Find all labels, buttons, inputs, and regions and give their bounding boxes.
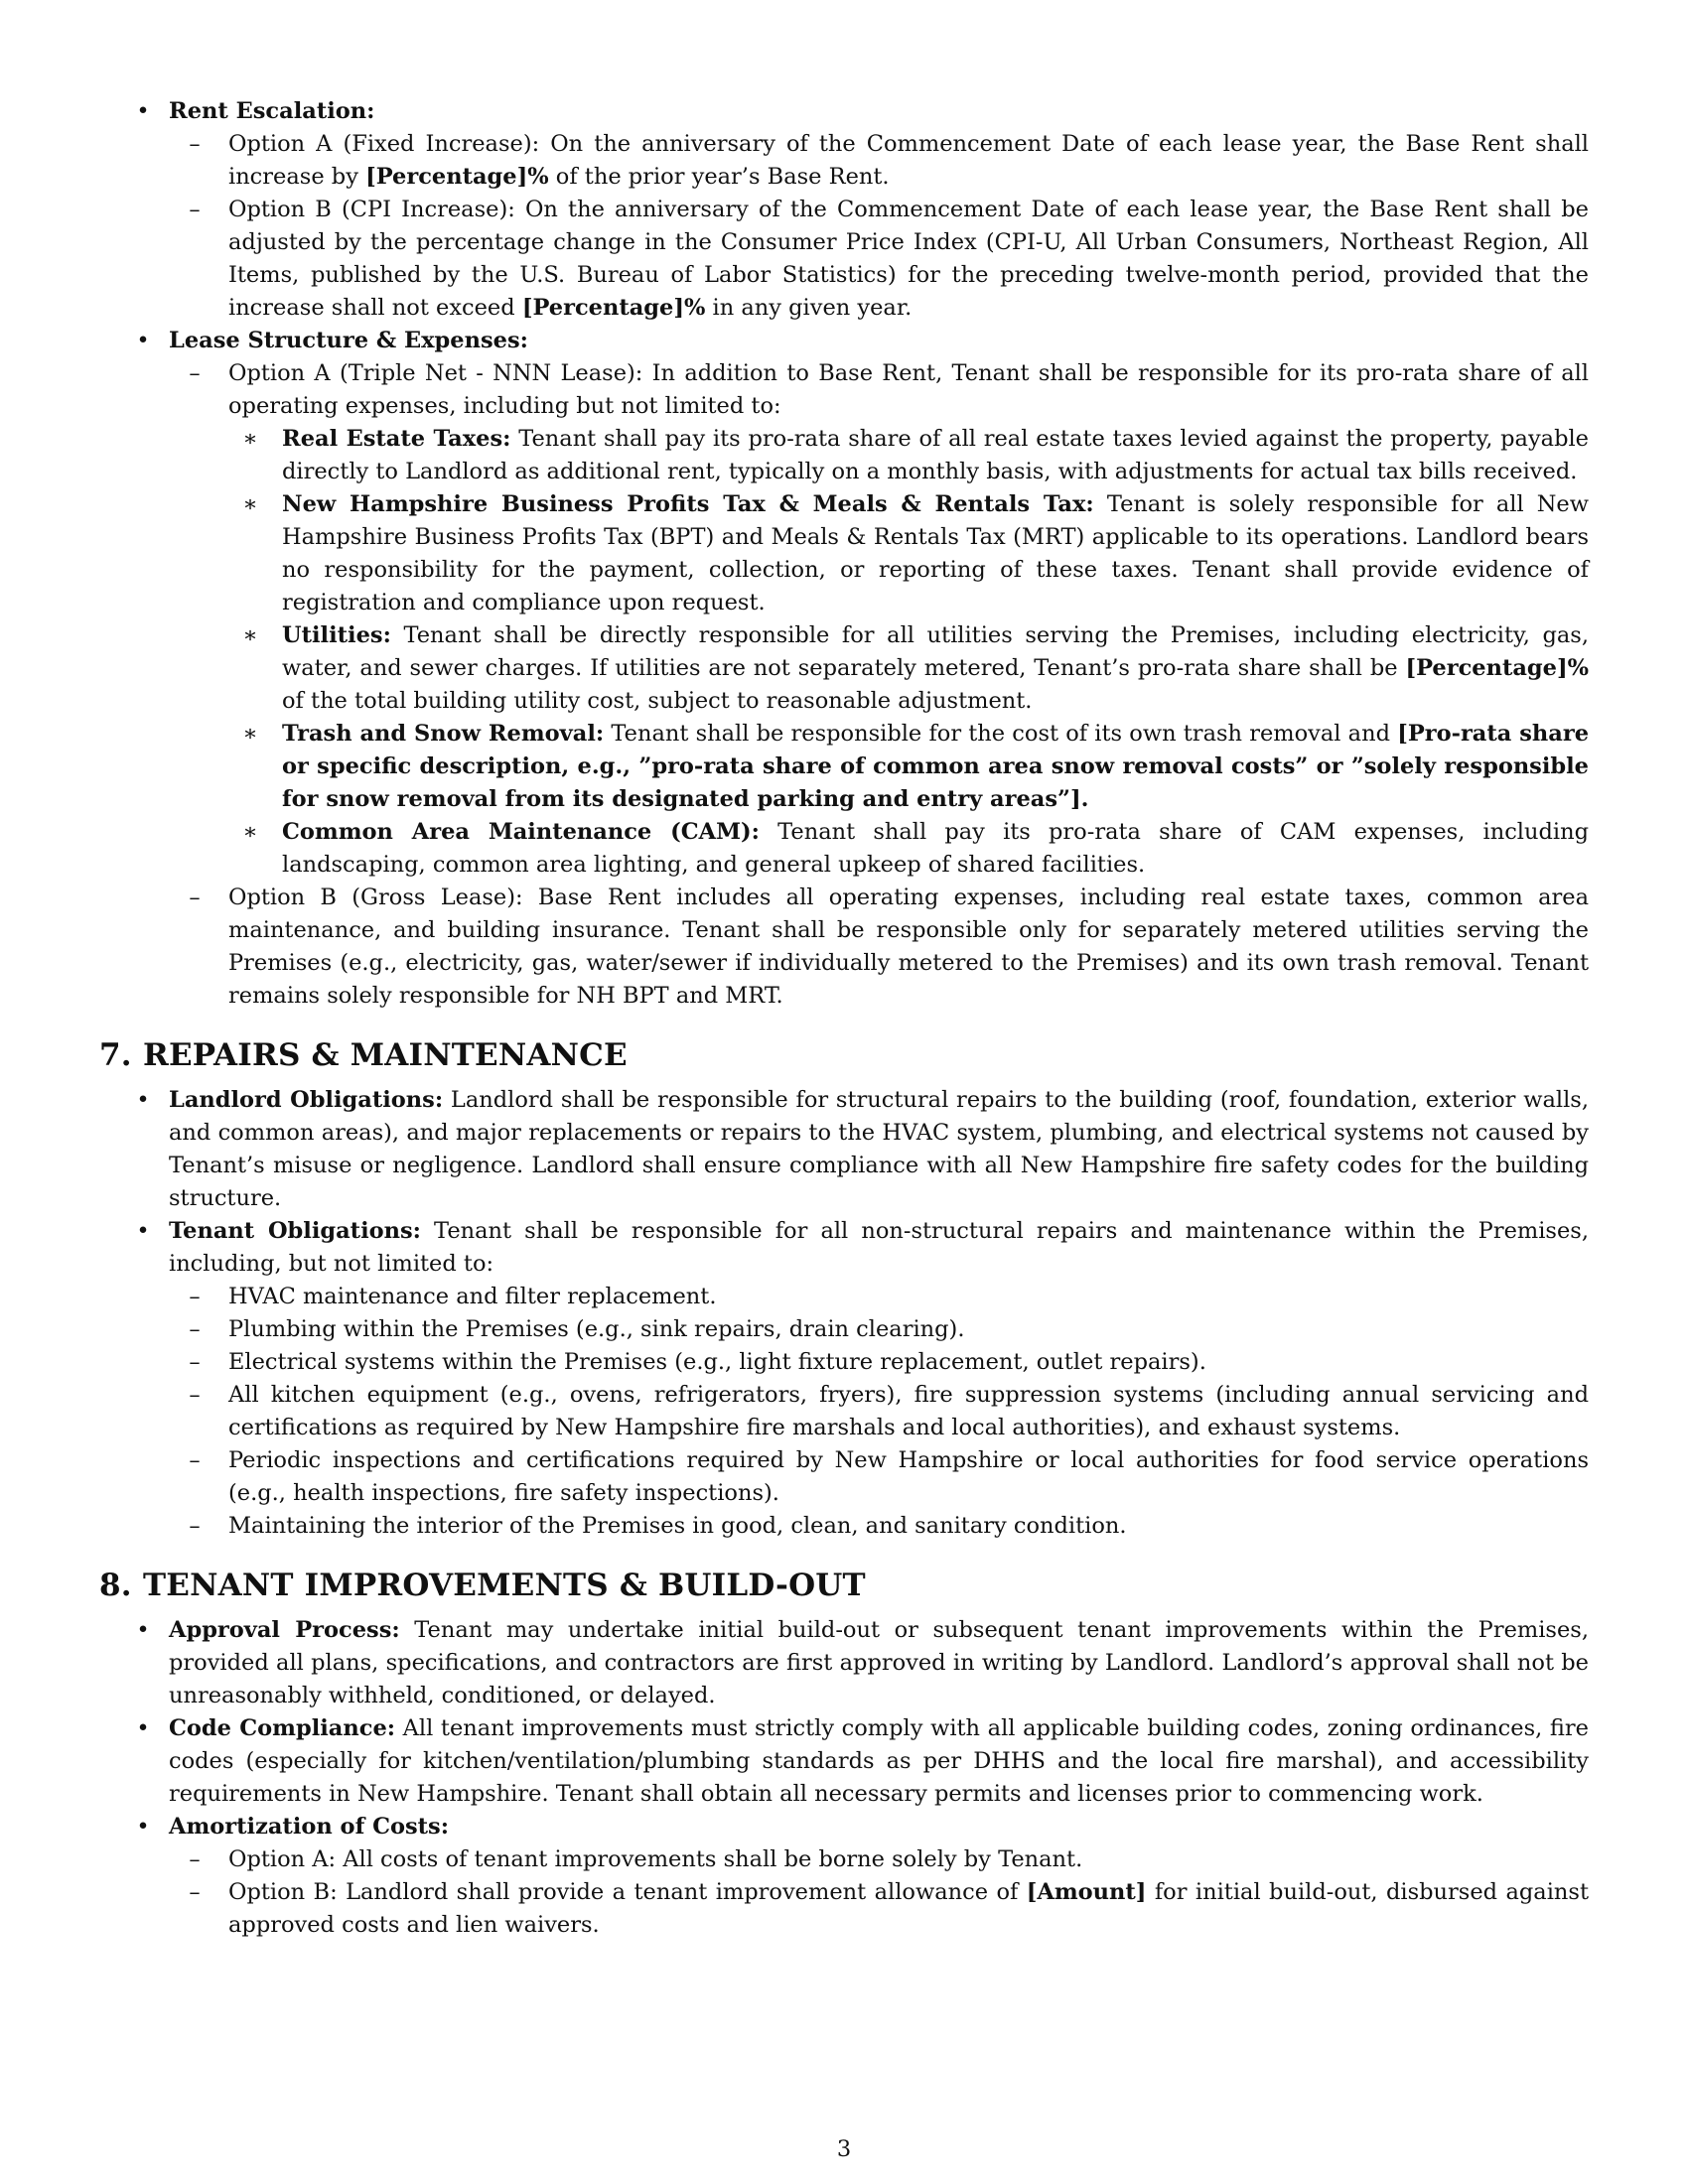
option-a-text: Option A: All costs of tenant improvements shall be borne solely by Tenant. bbox=[228, 1846, 1083, 1872]
code-compliance-item bbox=[99, 1712, 1589, 1811]
expense-text: Tenant shall be directly responsible for all utilities serving the Premises, including electricity, gas, water, and sewer charges. If utilities are not separately metered, Tenant’s pro-rata share shall be bbox=[282, 622, 1589, 681]
list-item bbox=[169, 1379, 1589, 1444]
rent-escalation-heading: Rent Escalation: bbox=[169, 98, 375, 124]
escalation-option-b bbox=[169, 194, 1589, 325]
list-item bbox=[169, 1281, 1589, 1313]
list-item bbox=[169, 1510, 1589, 1543]
landlord-obligations-text: Landlord shall be responsible for structural repairs to the building (roof, foundation, exterior walls, and common areas), and major replacements or repairs to the HVAC system, plumbing, and electrical systems not caused by Tenant’s misuse or negligence. Landlord shall ensure compliance with all New Hampshire fire safety codes for the building structure. bbox=[169, 1087, 1589, 1211]
approval-process-text: Tenant may undertake initial build-out or subsequent tenant improvements within the Premises, provided all plans, specifications, and contractors are first approved in writing by Landlord. Landlord’s approval shall not be unreasonably withheld, conditioned, or delayed. bbox=[169, 1617, 1589, 1708]
expense-text: Tenant shall pay its pro-rata share of CAM expenses, including landscaping, common area lighting, and general upkeep of shared facilities. bbox=[282, 819, 1589, 878]
improvements-list bbox=[99, 1614, 1589, 1942]
expense-item-utilities bbox=[228, 619, 1589, 718]
dash-marker: – bbox=[189, 1447, 201, 1473]
page-number: 3 bbox=[836, 2136, 852, 2162]
expense-item-cam bbox=[228, 816, 1589, 882]
option-a-text: Option A (Fixed Increase): On the anniversary of the Commencement Date of each lease year, the Base Rent shall increase by bbox=[228, 131, 1589, 190]
expense-label: Trash and Snow Removal: bbox=[282, 721, 605, 747]
amortization-label: Amortization of Costs: bbox=[169, 1814, 450, 1840]
list-item bbox=[169, 1444, 1589, 1510]
expense-label: Real Estate Taxes: bbox=[282, 426, 511, 452]
list-item-text: All kitchen equipment (e.g., ovens, refrigerators, fryers), fire suppression systems (including annual servicing and certifications as required by New Hampshire fire marshals and local authorities), and exhaust systems. bbox=[228, 1382, 1589, 1440]
bullet-marker: • bbox=[136, 1814, 150, 1840]
expense-label: Utilities: bbox=[282, 622, 391, 648]
list-item-text: Plumbing within the Premises (e.g., sink repairs, drain clearing). bbox=[228, 1316, 965, 1342]
dash-marker: – bbox=[189, 1513, 201, 1539]
list-item-text: Periodic inspections and certifications required by New Hampshire or local authorities for food service operations (e.g., health inspections, fire safety inspections). bbox=[228, 1447, 1589, 1506]
option-b-text: Option B: Landlord shall provide a tenant improvement allowance of bbox=[228, 1879, 1027, 1905]
dash-marker: – bbox=[189, 1316, 201, 1342]
dash-marker: – bbox=[189, 131, 201, 157]
tenant-obligations-text: Tenant shall be responsible for all non-structural repairs and maintenance within the Premises, including, but not limited to: bbox=[169, 1218, 1589, 1277]
list-item-text: Maintaining the interior of the Premises in good, clean, and sanitary condition. bbox=[228, 1513, 1127, 1539]
option-b-text-end: in any given year. bbox=[705, 295, 913, 321]
percentage-placeholder: [Percentage]% bbox=[1405, 655, 1589, 681]
dash-marker: – bbox=[189, 1349, 201, 1375]
list-item-text: HVAC maintenance and filter replacement. bbox=[228, 1284, 717, 1309]
section-number: 7. bbox=[99, 1037, 132, 1073]
lease-structure-heading: Lease Structure & Expenses: bbox=[169, 328, 528, 353]
lease-option-a bbox=[169, 357, 1589, 882]
gross-lease-text: Option B (Gross Lease): Base Rent includes all operating expenses, including real estate taxes, common area maintenance, and building insurance. Tenant shall be responsible only for separately metered utilities serving the Premises (e.g., electricity, gas, water/sewer if individually metered to the Premises) and its own trash removal. Tenant remains solely responsible for NH BPT and MRT. bbox=[228, 885, 1589, 1009]
approval-process-item bbox=[99, 1614, 1589, 1712]
expense-label: New Hampshire Business Profits Tax & Meals & Rentals Tax: bbox=[282, 491, 1094, 517]
expense-item-real-estate-taxes bbox=[228, 423, 1589, 488]
nnn-lease-text: Option A (Triple Net - NNN Lease): In addition to Base Rent, Tenant shall be responsible for its pro-rata share of all operating expenses, including but not limited to: bbox=[228, 360, 1589, 419]
dash-marker: – bbox=[189, 1382, 201, 1408]
expense-item-nh-taxes bbox=[228, 488, 1589, 619]
tenant-obligations-list bbox=[169, 1281, 1589, 1543]
section-title: REPAIRS & MAINTENANCE bbox=[143, 1037, 628, 1073]
option-a-text-end: of the prior year’s Base Rent. bbox=[548, 164, 890, 190]
expense-item-trash-snow bbox=[228, 718, 1589, 816]
dash-marker: – bbox=[189, 1846, 201, 1872]
bullet-marker: • bbox=[136, 1087, 150, 1113]
amortization-item bbox=[99, 1811, 1589, 1942]
star-marker: ∗ bbox=[242, 819, 258, 845]
expense-text-end: of the total building utility cost, subject to reasonable adjustment. bbox=[282, 688, 1033, 714]
list-item-text: Electrical systems within the Premises (e.g., light fixture replacement, outlet repairs). bbox=[228, 1349, 1206, 1375]
bullet-marker: • bbox=[136, 1218, 150, 1244]
section-title: TENANT IMPROVEMENTS & BUILD-OUT bbox=[143, 1568, 866, 1603]
code-compliance-text: All tenant improvements must strictly comply with all applicable building codes, zoning ordinances, fire codes (especially for kitchen/ventilation/plumbing standards as per DHHS and the local fire marshal), and accessibility requirements in New Hampshire. Tenant shall obtain all necessary permits and licenses prior to commencing work. bbox=[169, 1715, 1589, 1807]
tenant-obligations-label: Tenant Obligations: bbox=[169, 1218, 421, 1244]
star-marker: ∗ bbox=[242, 491, 258, 517]
bullet-marker: • bbox=[136, 328, 150, 353]
nnn-expense-list bbox=[228, 423, 1589, 882]
lease-terms-list bbox=[99, 95, 1589, 1013]
rent-escalation-item bbox=[99, 95, 1589, 325]
page-content bbox=[99, 95, 1589, 1942]
option-b-text: Option B (CPI Increase): On the anniversary of the Commencement Date of each lease year, the Base Rent shall be adjusted by the percentage change in the Consumer Price Index (CPI-U, All Urban Consumers, Northeast Region, All Items, published by the U.S. Bureau of Labor Statistics) for the preceding twelve-month period, provided that the increase shall not exceed bbox=[228, 197, 1589, 321]
star-marker: ∗ bbox=[242, 622, 258, 648]
expense-text: Tenant shall pay its pro-rata share of all real estate taxes levied against the property, payable directly to Landlord as additional rent, typically on a monthly basis, with adjustments for actual tax bills received. bbox=[282, 426, 1589, 484]
lease-structure-item bbox=[99, 325, 1589, 1013]
amortization-option-b bbox=[169, 1876, 1589, 1942]
lease-option-b bbox=[169, 882, 1589, 1013]
dash-marker: – bbox=[189, 885, 201, 910]
expense-text: Tenant shall be responsible for the cost of its own trash removal and bbox=[604, 721, 1398, 747]
expense-label: Common Area Maintenance (CAM): bbox=[282, 819, 760, 845]
bullet-marker: • bbox=[136, 1617, 150, 1643]
landlord-obligations-item bbox=[99, 1084, 1589, 1215]
list-item bbox=[169, 1346, 1589, 1379]
bullet-marker: • bbox=[136, 1715, 150, 1741]
dash-marker: – bbox=[189, 197, 201, 222]
amount-placeholder: [Amount] bbox=[1026, 1879, 1147, 1905]
code-compliance-label: Code Compliance: bbox=[169, 1715, 396, 1741]
list-item bbox=[169, 1313, 1589, 1346]
dash-marker: – bbox=[189, 1284, 201, 1309]
percentage-placeholder: [Percentage]% bbox=[521, 295, 706, 321]
star-marker: ∗ bbox=[242, 721, 258, 747]
rent-escalation-options bbox=[169, 128, 1589, 325]
landlord-obligations-label: Landlord Obligations: bbox=[169, 1087, 444, 1113]
amortization-option-a bbox=[169, 1843, 1589, 1876]
amortization-options bbox=[169, 1843, 1589, 1942]
tenant-obligations-item bbox=[99, 1215, 1589, 1543]
bullet-marker: • bbox=[136, 98, 150, 124]
option-b-text-end: for initial build-out, disbursed against approved costs and lien waivers. bbox=[228, 1879, 1589, 1938]
escalation-option-a bbox=[169, 128, 1589, 194]
dash-marker: – bbox=[189, 1879, 201, 1905]
section-7-heading bbox=[99, 1036, 1589, 1074]
section-number: 8. bbox=[99, 1568, 132, 1603]
approval-process-label: Approval Process: bbox=[169, 1617, 400, 1643]
lease-structure-options bbox=[169, 357, 1589, 1013]
snow-removal-placeholder: [Pro-rata share or specific description, e.g., ”pro-rata share of common area snow removal costs” or ”solely responsible for snow removal from its designated parking and entry areas”]. bbox=[282, 721, 1590, 812]
percentage-placeholder: [Percentage]% bbox=[365, 164, 549, 190]
star-marker: ∗ bbox=[242, 426, 258, 452]
repairs-list bbox=[99, 1084, 1589, 1543]
expense-text: Tenant is solely responsible for all New Hampshire Business Profits Tax (BPT) and Meals & Rentals Tax (MRT) applicable to its operations. Landlord bears no responsibility for the payment, collection, or reporting of these taxes. Tenant shall provide evidence of registration and compliance upon request. bbox=[282, 491, 1590, 615]
dash-marker: – bbox=[189, 360, 201, 386]
section-8-heading bbox=[99, 1567, 1589, 1604]
